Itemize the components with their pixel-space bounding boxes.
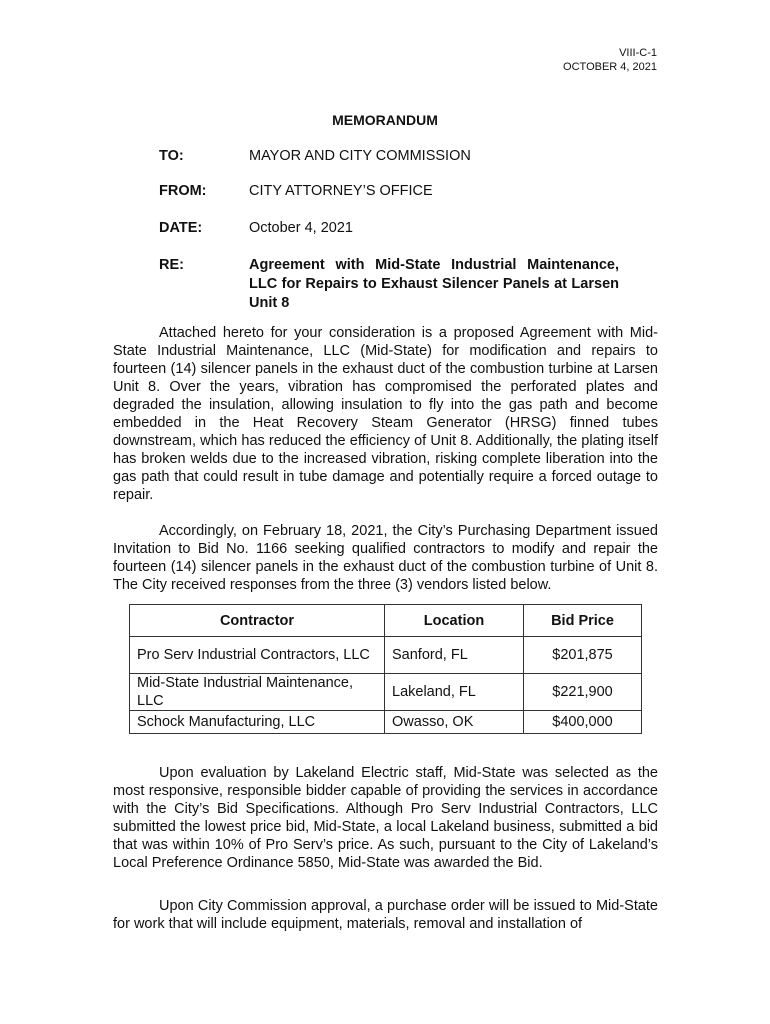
column-header-contractor: Contractor <box>130 605 385 637</box>
bid-price-cell: $400,000 <box>524 711 642 734</box>
re-subject: Agreement with Mid-State Industrial Maintenance, LLC for Repairs to Exhaust Silencer Panels at Larsen Unit 8 <box>249 257 619 311</box>
column-header-bid-price: Bid Price <box>524 605 642 637</box>
column-header-location: Location <box>385 605 524 637</box>
contractor-cell: Pro Serv Industrial Contractors, LLC <box>130 637 385 674</box>
bid-table <box>129 604 642 734</box>
body-paragraph-1: Attached hereto for your consideration is a proposed Agreement with Mid-State Industrial Maintenance, LLC (Mid-State) for modification and repairs to fourteen (14) silencer panels in the exhaust duct of the combustion turbine at Larsen Unit 8. Over the years, vibration has compromised the perforated plates and degraded the insulation, allowing insulation to fly into the gas path and become embedded in the Heat Recovery Steam Generator (HRSG) finned tubes downstream, which has reduced the efficiency of Unit 8. Additionally, the plating itself has broken welds due to the increased vibration, risking complete liberation into the gas path that could result in tube damage and potentially require a forced outage to repair. <box>113 325 658 503</box>
memo-title: MEMORANDUM <box>332 112 438 128</box>
body-paragraph-4: Upon City Commission approval, a purchase order will be issued to Mid-State for work that will include equipment, materials, removal and installation of <box>113 898 658 932</box>
table-row <box>130 711 642 734</box>
table-row <box>130 674 642 711</box>
to-label: TO: <box>159 148 184 164</box>
bid-price-cell: $221,900 <box>524 674 642 711</box>
location-cell: Owasso, OK <box>385 711 524 734</box>
location-cell: Lakeland, FL <box>385 674 524 711</box>
body-paragraph-2: Accordingly, on February 18, 2021, the City’s Purchasing Department issued Invitation to Bid No. 1166 seeking qualified contractors to modify and repair the fourteen (14) silencer panels in the exhaust duct of the combustion turbine of Unit 8. The City received responses from the three (3) vendors listed below. <box>113 523 658 593</box>
contractor-cell: Mid-State Industrial Maintenance, LLC <box>130 674 385 711</box>
re-label: RE: <box>159 257 184 273</box>
header-date: OCTOBER 4, 2021 <box>563 61 657 73</box>
date-label: DATE: <box>159 220 203 236</box>
agenda-item-number: VIII-C-1 <box>619 47 657 59</box>
table-row <box>130 637 642 674</box>
to-value: MAYOR AND CITY COMMISSION <box>249 148 471 164</box>
location-cell: Sanford, FL <box>385 637 524 674</box>
date-value: October 4, 2021 <box>249 220 353 236</box>
bid-table-header-row <box>130 605 642 637</box>
from-label: FROM: <box>159 183 207 199</box>
bid-price-cell: $201,875 <box>524 637 642 674</box>
document-reference <box>563 46 657 74</box>
from-value: CITY ATTORNEY’S OFFICE <box>249 183 433 199</box>
body-paragraph-3: Upon evaluation by Lakeland Electric staff, Mid-State was selected as the most responsive, responsible bidder capable of providing the services in accordance with the City’s Bid Specifications. Although Pro Serv Industrial Contractors, LLC submitted the lowest price bid, Mid-State, a local Lakeland business, submitted a bid that was within 10% of Pro Serv’s price. As such, pursuant to the City of Lakeland’s Local Preference Ordinance 5850, Mid-State was awarded the Bid. <box>113 765 658 871</box>
contractor-cell: Schock Manufacturing, LLC <box>130 711 385 734</box>
